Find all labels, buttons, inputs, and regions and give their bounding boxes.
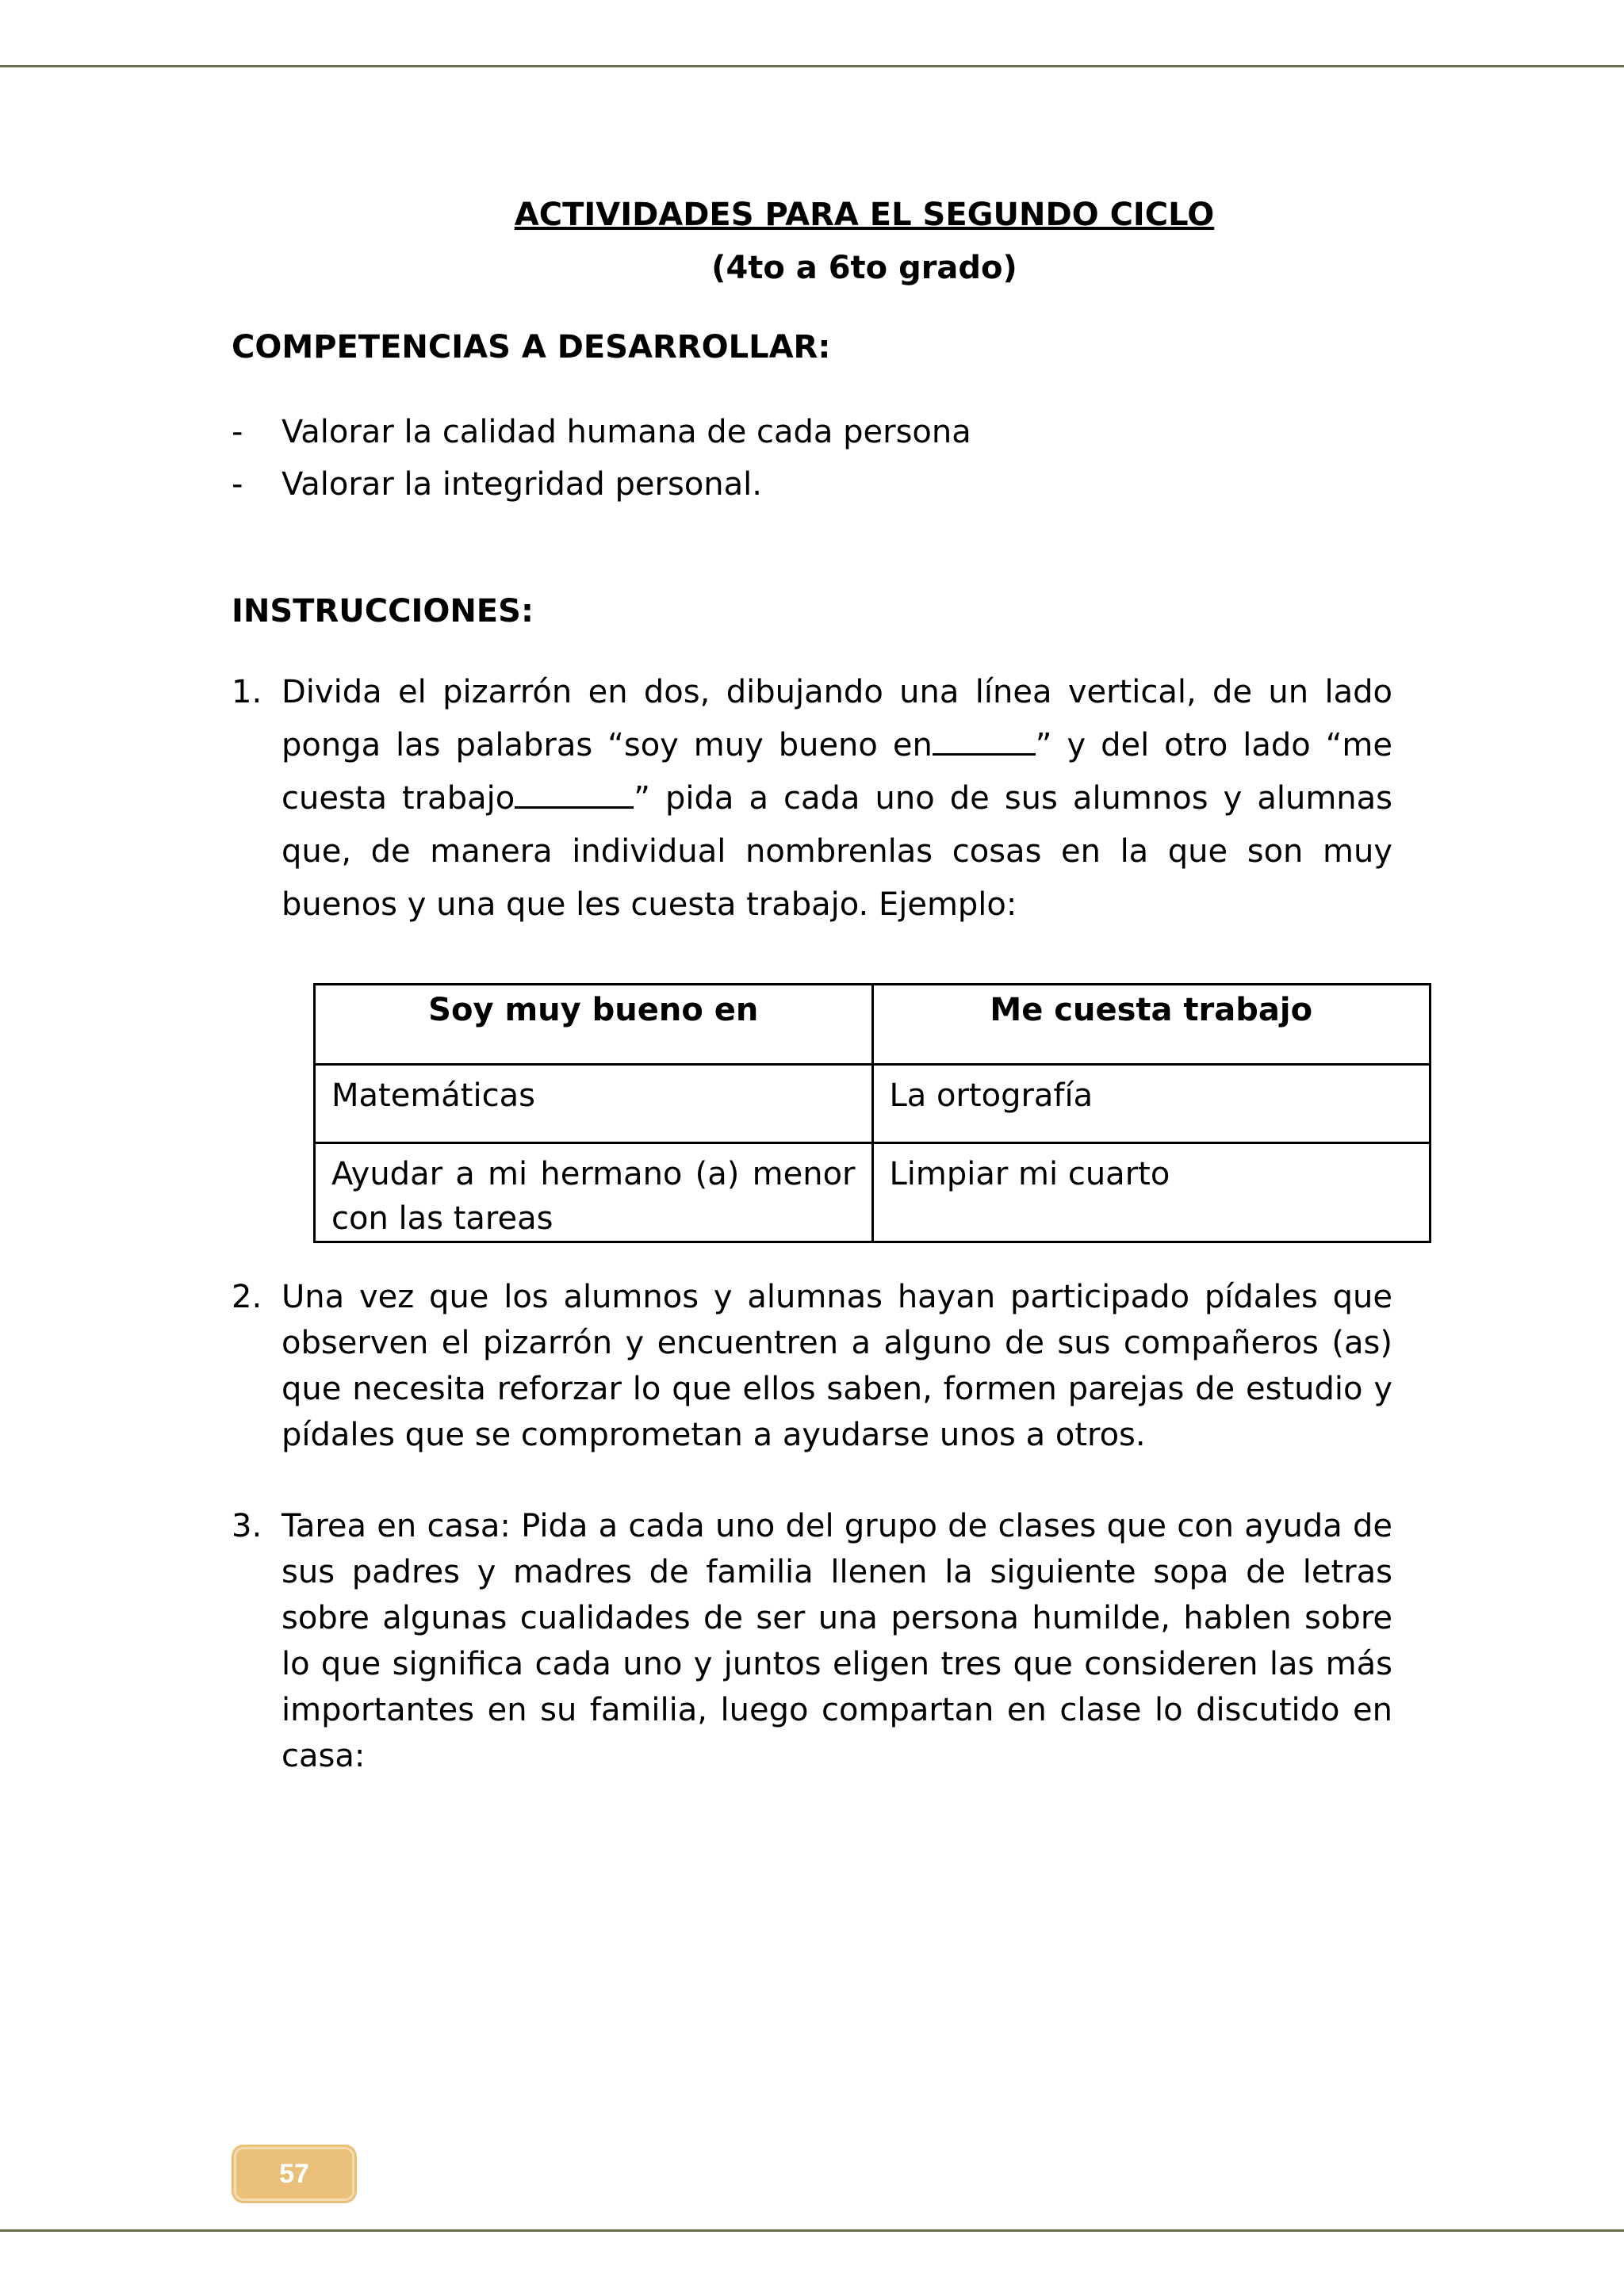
item-number: 3. bbox=[232, 1508, 262, 1544]
table-row bbox=[315, 1065, 1431, 1143]
table-row bbox=[315, 1143, 1431, 1242]
item-text: Una vez que los alumnos y alumnas hayan participado pídales que observen el pizarrón y encuentren a alguno de sus compañeros (as) que necesita reforzar lo que ellos saben, formen parejas de estudio y pídales que se comprometan a ayudarse unos a otros. bbox=[282, 1279, 1392, 1453]
item-text: Tarea en casa: Pida a cada uno del grupo de clases que con ayuda de sus padres y madres de familia llenen la siguiente sopa de letras sobre algunas cualidades de ser una persona humilde, hablen sobre lo que significa cada uno y juntos eligen tres que consideren las más importantes en su familia, luego compartan en clase lo discutido en casa: bbox=[282, 1508, 1392, 1774]
item-number: 2. bbox=[232, 1279, 262, 1315]
instrucciones-heading: INSTRUCCIONES: bbox=[232, 593, 534, 629]
table-cell: Ayudar a mi hermano (a) menor con las tareas bbox=[315, 1143, 873, 1242]
competencias-list bbox=[232, 406, 971, 511]
page-title: ACTIVIDADES PARA EL SEGUNDO CICLO bbox=[514, 197, 1215, 233]
fill-blank bbox=[933, 725, 1036, 756]
list-item bbox=[232, 406, 971, 458]
list-item bbox=[232, 458, 971, 511]
table-header: Me cuesta trabajo bbox=[872, 985, 1431, 1065]
table-cell: La ortografía bbox=[872, 1065, 1431, 1143]
fill-blank bbox=[515, 778, 634, 809]
instruction-item-3 bbox=[232, 1503, 1392, 1779]
list-item-text: Valorar la integridad personal. bbox=[282, 466, 762, 503]
top-rule bbox=[0, 65, 1624, 67]
item-number: 1. bbox=[232, 674, 262, 710]
list-item-text: Valorar la calidad humana de cada persona bbox=[282, 414, 971, 450]
page-subtitle: (4to a 6to grado) bbox=[711, 250, 1017, 286]
item-text: Divida el pizarrón en dos, dibujando una línea vertical, de un lado ponga las palabras “soy muy bueno en ” y del otro lado “me cuesta trabajo ” pida a cada uno de sus alumnos y alumnas que, de manera individual nombrenlas cosas en la que son muy buenos y una que les cuesta trabajo. Ejemplo: bbox=[282, 674, 1393, 923]
table-cell: Limpiar mi cuarto bbox=[872, 1143, 1431, 1242]
table-header: Soy muy bueno en bbox=[315, 985, 873, 1065]
bullet-marker: - bbox=[232, 466, 243, 503]
instruction-item-1 bbox=[232, 666, 1392, 932]
bottom-rule bbox=[0, 2229, 1624, 2232]
example-table bbox=[313, 983, 1431, 1243]
instruction-item-2 bbox=[232, 1274, 1392, 1458]
table-cell: Matemáticas bbox=[315, 1065, 873, 1143]
page-number: 57 bbox=[234, 2147, 354, 2201]
bullet-marker: - bbox=[232, 414, 243, 450]
competencias-heading: COMPETENCIAS A DESARROLLAR: bbox=[232, 329, 831, 365]
